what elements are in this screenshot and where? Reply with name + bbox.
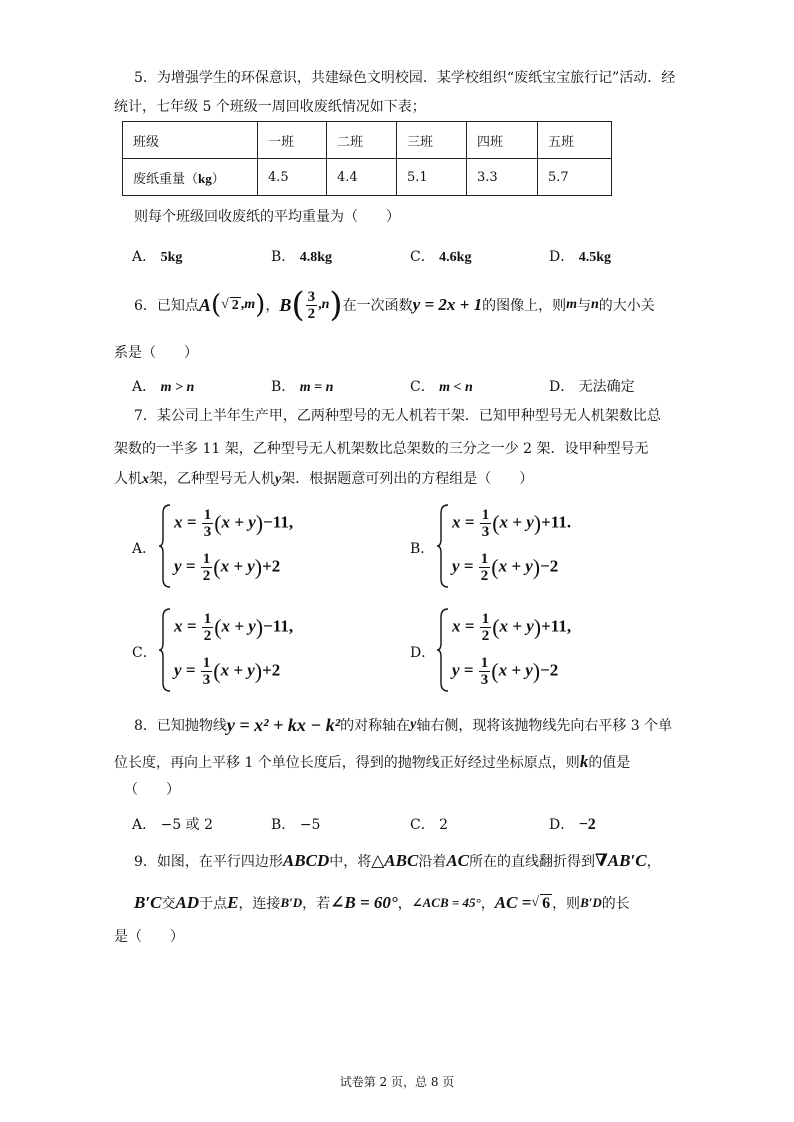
point-a-name: A bbox=[198, 294, 211, 315]
var-x: x bbox=[142, 472, 149, 487]
q9-l2-tail: 的长 bbox=[601, 896, 630, 912]
fraction bbox=[201, 551, 213, 584]
page-footer: 试卷第 2 页，总 8 页 bbox=[339, 1075, 455, 1089]
option-text: 2 bbox=[439, 817, 449, 833]
brace-icon bbox=[436, 503, 450, 589]
q9-prefix: 9．如图，在平行四边形 bbox=[134, 854, 283, 870]
segment-bprime-d: B′D bbox=[280, 895, 303, 910]
table-cell: 班级 bbox=[123, 122, 258, 159]
option-letter: D． bbox=[410, 645, 436, 661]
fraction-denominator: 2 bbox=[480, 568, 489, 584]
paren-right: ) bbox=[255, 290, 266, 320]
equation-1: x = $\frac{1}{3}$ (x + y)−11, bbox=[174, 507, 294, 540]
q5-line1: 5．为增强学生的环保意识，共建绿色文明校园．某学校组织“废纸宝宝旅行记”活动．经 bbox=[134, 70, 676, 86]
angle-b: ∠B = 60° bbox=[330, 893, 398, 912]
q6-option-d bbox=[549, 376, 635, 396]
triangle-abc: △ABC bbox=[371, 851, 419, 870]
option-text: −2 bbox=[578, 816, 596, 833]
equation-1: x = $\frac{1}{2}$ (x + y)+11, bbox=[452, 611, 572, 644]
option-letter: B． bbox=[271, 379, 296, 395]
brace-icon bbox=[436, 607, 450, 693]
equation-2: y = $\frac{1}{3}$ (x + y)−2 bbox=[452, 655, 559, 688]
var-m: m bbox=[566, 297, 577, 312]
fraction bbox=[479, 655, 491, 688]
table-row bbox=[123, 122, 612, 159]
comma-sign: , bbox=[240, 297, 245, 312]
q6-option-b bbox=[271, 376, 333, 396]
q9-l2-e2: ，则 bbox=[552, 896, 581, 912]
fraction-numerator: 3 bbox=[307, 288, 316, 305]
q7-line3 bbox=[114, 469, 533, 490]
q7-line2: 架数的一半多 11 架，乙种型号无人机架数比总架数的三分之一少 2 架．设甲种型号无 bbox=[114, 441, 649, 457]
fraction-denominator: 3 bbox=[481, 524, 490, 540]
fraction bbox=[306, 289, 318, 322]
q5-option-b bbox=[271, 246, 332, 266]
q5-question: 则每个班级回收废纸的平均重量为（ ） bbox=[134, 209, 400, 225]
fraction-denominator: 3 bbox=[480, 672, 489, 688]
fraction bbox=[201, 655, 213, 688]
equation-2: y = $\frac{1}{3}$ (x + y)+2 bbox=[174, 655, 281, 688]
equation-tail: −2 bbox=[540, 660, 559, 680]
sqrt-sign: √ bbox=[531, 895, 540, 910]
fraction bbox=[202, 611, 214, 644]
q8-function: y = x² + kx − k² bbox=[226, 714, 341, 735]
q8-mid: 的对称轴在 bbox=[340, 718, 411, 734]
table-row bbox=[123, 159, 612, 196]
point-b-name: B bbox=[279, 294, 292, 315]
q6-comma: ， bbox=[265, 298, 280, 314]
q9-end1: ， bbox=[646, 854, 661, 870]
segment-bprime-d: B′D bbox=[580, 895, 602, 910]
option-text: m > n bbox=[160, 380, 195, 395]
segment-ad: AD bbox=[175, 893, 200, 912]
segment-bprime-c: B′C bbox=[134, 893, 162, 912]
fraction-numerator: 1 bbox=[203, 507, 212, 523]
table-cell bbox=[123, 159, 258, 196]
var-y: y bbox=[275, 472, 282, 487]
equation-1: x = $\frac{1}{2}$ (x + y)−11, bbox=[174, 611, 294, 644]
option-letter: D． bbox=[549, 379, 575, 395]
fraction-denominator: 3 bbox=[203, 524, 212, 540]
q7-line3-a: 人机 bbox=[114, 471, 142, 487]
fraction-denominator: 2 bbox=[202, 568, 211, 584]
angle-acb: ∠ACB = 45° bbox=[411, 895, 481, 910]
q9-l2-b: 于点 bbox=[199, 896, 228, 912]
option-letter: B． bbox=[271, 817, 296, 833]
option-text: m < n bbox=[439, 380, 473, 395]
table-cell: 二班 bbox=[327, 122, 397, 159]
option-text: m = n bbox=[299, 380, 334, 395]
length-ac: AC = bbox=[494, 893, 532, 912]
table-cell: 五班 bbox=[538, 122, 612, 159]
equation-1: x = $\frac{1}{3}$ (x + y)+11. bbox=[452, 507, 572, 540]
q8-prefix: 8．已知抛物线 bbox=[134, 718, 227, 734]
q9-mid3: 所在的直线翻折得到 bbox=[469, 854, 595, 870]
q9-line3: 是（ ） bbox=[114, 929, 184, 945]
q8-option-c bbox=[410, 814, 448, 834]
q9-l2-a: 交 bbox=[161, 896, 176, 912]
q7-option-a-system bbox=[158, 503, 358, 589]
q8-option-b bbox=[271, 814, 320, 834]
option-letter: A． bbox=[132, 379, 157, 395]
option-letter: C． bbox=[410, 249, 435, 265]
q9-line2 bbox=[134, 890, 630, 916]
option-letter: A． bbox=[132, 541, 157, 557]
q9-mid1: 中，将 bbox=[329, 854, 372, 870]
q5-option-a bbox=[132, 246, 182, 266]
q6-mid: 在一次函数 bbox=[342, 298, 413, 314]
comma-sign: , bbox=[318, 297, 322, 312]
paren-left: ( bbox=[210, 290, 222, 320]
fraction-numerator: 1 bbox=[481, 507, 490, 523]
q6-line1 bbox=[134, 285, 655, 325]
point-e: E bbox=[227, 893, 239, 912]
q6-and: 与 bbox=[576, 298, 591, 314]
fraction-denominator: 2 bbox=[307, 305, 316, 322]
q6-after-func: 的图像上，则 bbox=[482, 298, 567, 314]
fraction bbox=[480, 611, 492, 644]
q7-line3-c: 架．根据题意可列出的方程组是（ ） bbox=[281, 471, 534, 487]
option-text: 4.6kg bbox=[439, 250, 472, 265]
table-cell: 4.4 bbox=[327, 159, 397, 196]
fraction-numerator: 1 bbox=[202, 655, 211, 671]
option-letter: B． bbox=[271, 249, 296, 265]
fraction-denominator: 2 bbox=[481, 628, 490, 644]
q8-tail: 轴右侧，现将该抛物线先向右平移 3 个单 bbox=[416, 718, 673, 734]
fraction-numerator: 1 bbox=[481, 611, 490, 627]
q6-option-c bbox=[410, 376, 473, 396]
q9-mid2: 沿着 bbox=[418, 854, 447, 870]
equation-tail: −2 bbox=[540, 556, 559, 576]
q7-line1: 7．某公司上半年生产甲，乙两种型号的无人机若干架．已知甲种型号无人机架数比总 bbox=[134, 408, 661, 424]
q8-line2-a: 位长度，再向上平移 1 个单位长度后，得到的抛物线正好经过坐标原点，则 bbox=[114, 755, 580, 771]
table-cell: 3.3 bbox=[467, 159, 538, 196]
q9-l2-sep: ， bbox=[397, 896, 412, 912]
table-cell: 4.5 bbox=[258, 159, 327, 196]
fraction-numerator: 1 bbox=[203, 611, 212, 627]
q9-l2-c: ，连接 bbox=[238, 896, 281, 912]
paren-right: ) bbox=[329, 285, 343, 325]
fraction bbox=[479, 551, 491, 584]
option-letter: A． bbox=[132, 249, 157, 265]
waste-paper-table bbox=[122, 121, 612, 196]
q7-option-b-system bbox=[436, 503, 636, 589]
segment-ac: AC bbox=[446, 851, 469, 870]
q8-line2 bbox=[114, 752, 630, 773]
fraction-denominator: 2 bbox=[203, 628, 212, 644]
fraction-numerator: 1 bbox=[480, 655, 489, 671]
q9-line1 bbox=[134, 848, 661, 874]
option-letter: C． bbox=[410, 817, 435, 833]
sqrt-sign: √ bbox=[221, 297, 229, 312]
q9-l2-sep2: ， bbox=[480, 896, 495, 912]
q5-line2: 统计，七年级 5 个班级一周回收废纸情况如下表； bbox=[114, 99, 426, 115]
q8-line3: （ ） bbox=[124, 782, 180, 798]
row-label-prefix: 废纸重量（ bbox=[133, 171, 199, 187]
equation-tail: +11. bbox=[541, 512, 572, 532]
option-text: −5 bbox=[299, 817, 321, 833]
option-letter: A． bbox=[132, 817, 157, 833]
q6-option-a bbox=[132, 376, 194, 396]
option-text: −5 或 2 bbox=[160, 817, 214, 833]
row-label-unit: kg bbox=[198, 170, 212, 186]
fraction-denominator: 3 bbox=[202, 672, 211, 688]
option-letter: D． bbox=[549, 249, 575, 265]
var-y: y bbox=[410, 717, 417, 732]
q8-option-d bbox=[549, 814, 596, 834]
table-cell: 5.1 bbox=[397, 159, 467, 196]
option-letter: D． bbox=[549, 817, 575, 833]
equation-tail: −11, bbox=[263, 616, 294, 636]
equation-tail: −11, bbox=[263, 512, 294, 532]
sqrt-value: 2 bbox=[231, 297, 239, 313]
row-label-suffix: ） bbox=[211, 171, 225, 187]
fraction-numerator: 1 bbox=[480, 551, 489, 567]
q6-line2: 系是（ ） bbox=[114, 345, 198, 361]
table-cell: 5.7 bbox=[538, 159, 612, 196]
var-k: k bbox=[579, 752, 589, 771]
option-text: 无法确定 bbox=[578, 379, 635, 395]
var-n: n bbox=[590, 297, 599, 312]
table-cell: 三班 bbox=[397, 122, 467, 159]
q8-line2-b: 的值是 bbox=[588, 755, 631, 771]
fraction bbox=[480, 507, 492, 540]
q8-line1 bbox=[134, 712, 672, 738]
equation-2: y = $\frac{1}{2}$ (x + y)+2 bbox=[174, 551, 281, 584]
var-n: n bbox=[321, 297, 330, 312]
table-cell: 四班 bbox=[467, 122, 538, 159]
q8-option-a bbox=[132, 814, 213, 834]
option-letter: C． bbox=[410, 379, 435, 395]
sqrt-value: 6 bbox=[542, 894, 551, 912]
triangle-abprime-c: ∇AB′C bbox=[595, 851, 647, 870]
fraction bbox=[202, 507, 214, 540]
parallelogram-name: ABCD bbox=[282, 851, 330, 870]
option-text: 5kg bbox=[160, 250, 183, 265]
option-text: 4.5kg bbox=[578, 250, 611, 265]
q5-option-d bbox=[549, 246, 611, 266]
fraction-numerator: 1 bbox=[202, 551, 211, 567]
q7-line3-b: 架，乙种型号无人机 bbox=[149, 471, 275, 487]
q6-function: y = 2x + 1 bbox=[412, 295, 483, 314]
equation-tail: +2 bbox=[262, 556, 281, 576]
q7-option-c-system bbox=[158, 607, 358, 693]
brace-icon bbox=[158, 503, 172, 589]
q5-option-c bbox=[410, 246, 471, 266]
option-letter: C． bbox=[132, 645, 157, 661]
q9-l2-d: ，若 bbox=[302, 896, 331, 912]
option-text: 4.8kg bbox=[299, 250, 333, 265]
equation-2: y = $\frac{1}{2}$ (x + y)−2 bbox=[452, 551, 559, 584]
paren-left: ( bbox=[291, 285, 305, 325]
q7-option-d-system bbox=[436, 607, 636, 693]
option-letter: B． bbox=[410, 541, 435, 557]
table-cell: 一班 bbox=[258, 122, 327, 159]
equation-tail: +11, bbox=[541, 616, 572, 636]
equation-tail: +2 bbox=[262, 660, 281, 680]
q6-prefix: 6．已知点 bbox=[134, 298, 199, 314]
q6-tail: 的大小关 bbox=[598, 298, 655, 314]
brace-icon bbox=[158, 607, 172, 693]
var-m: m bbox=[244, 297, 256, 312]
